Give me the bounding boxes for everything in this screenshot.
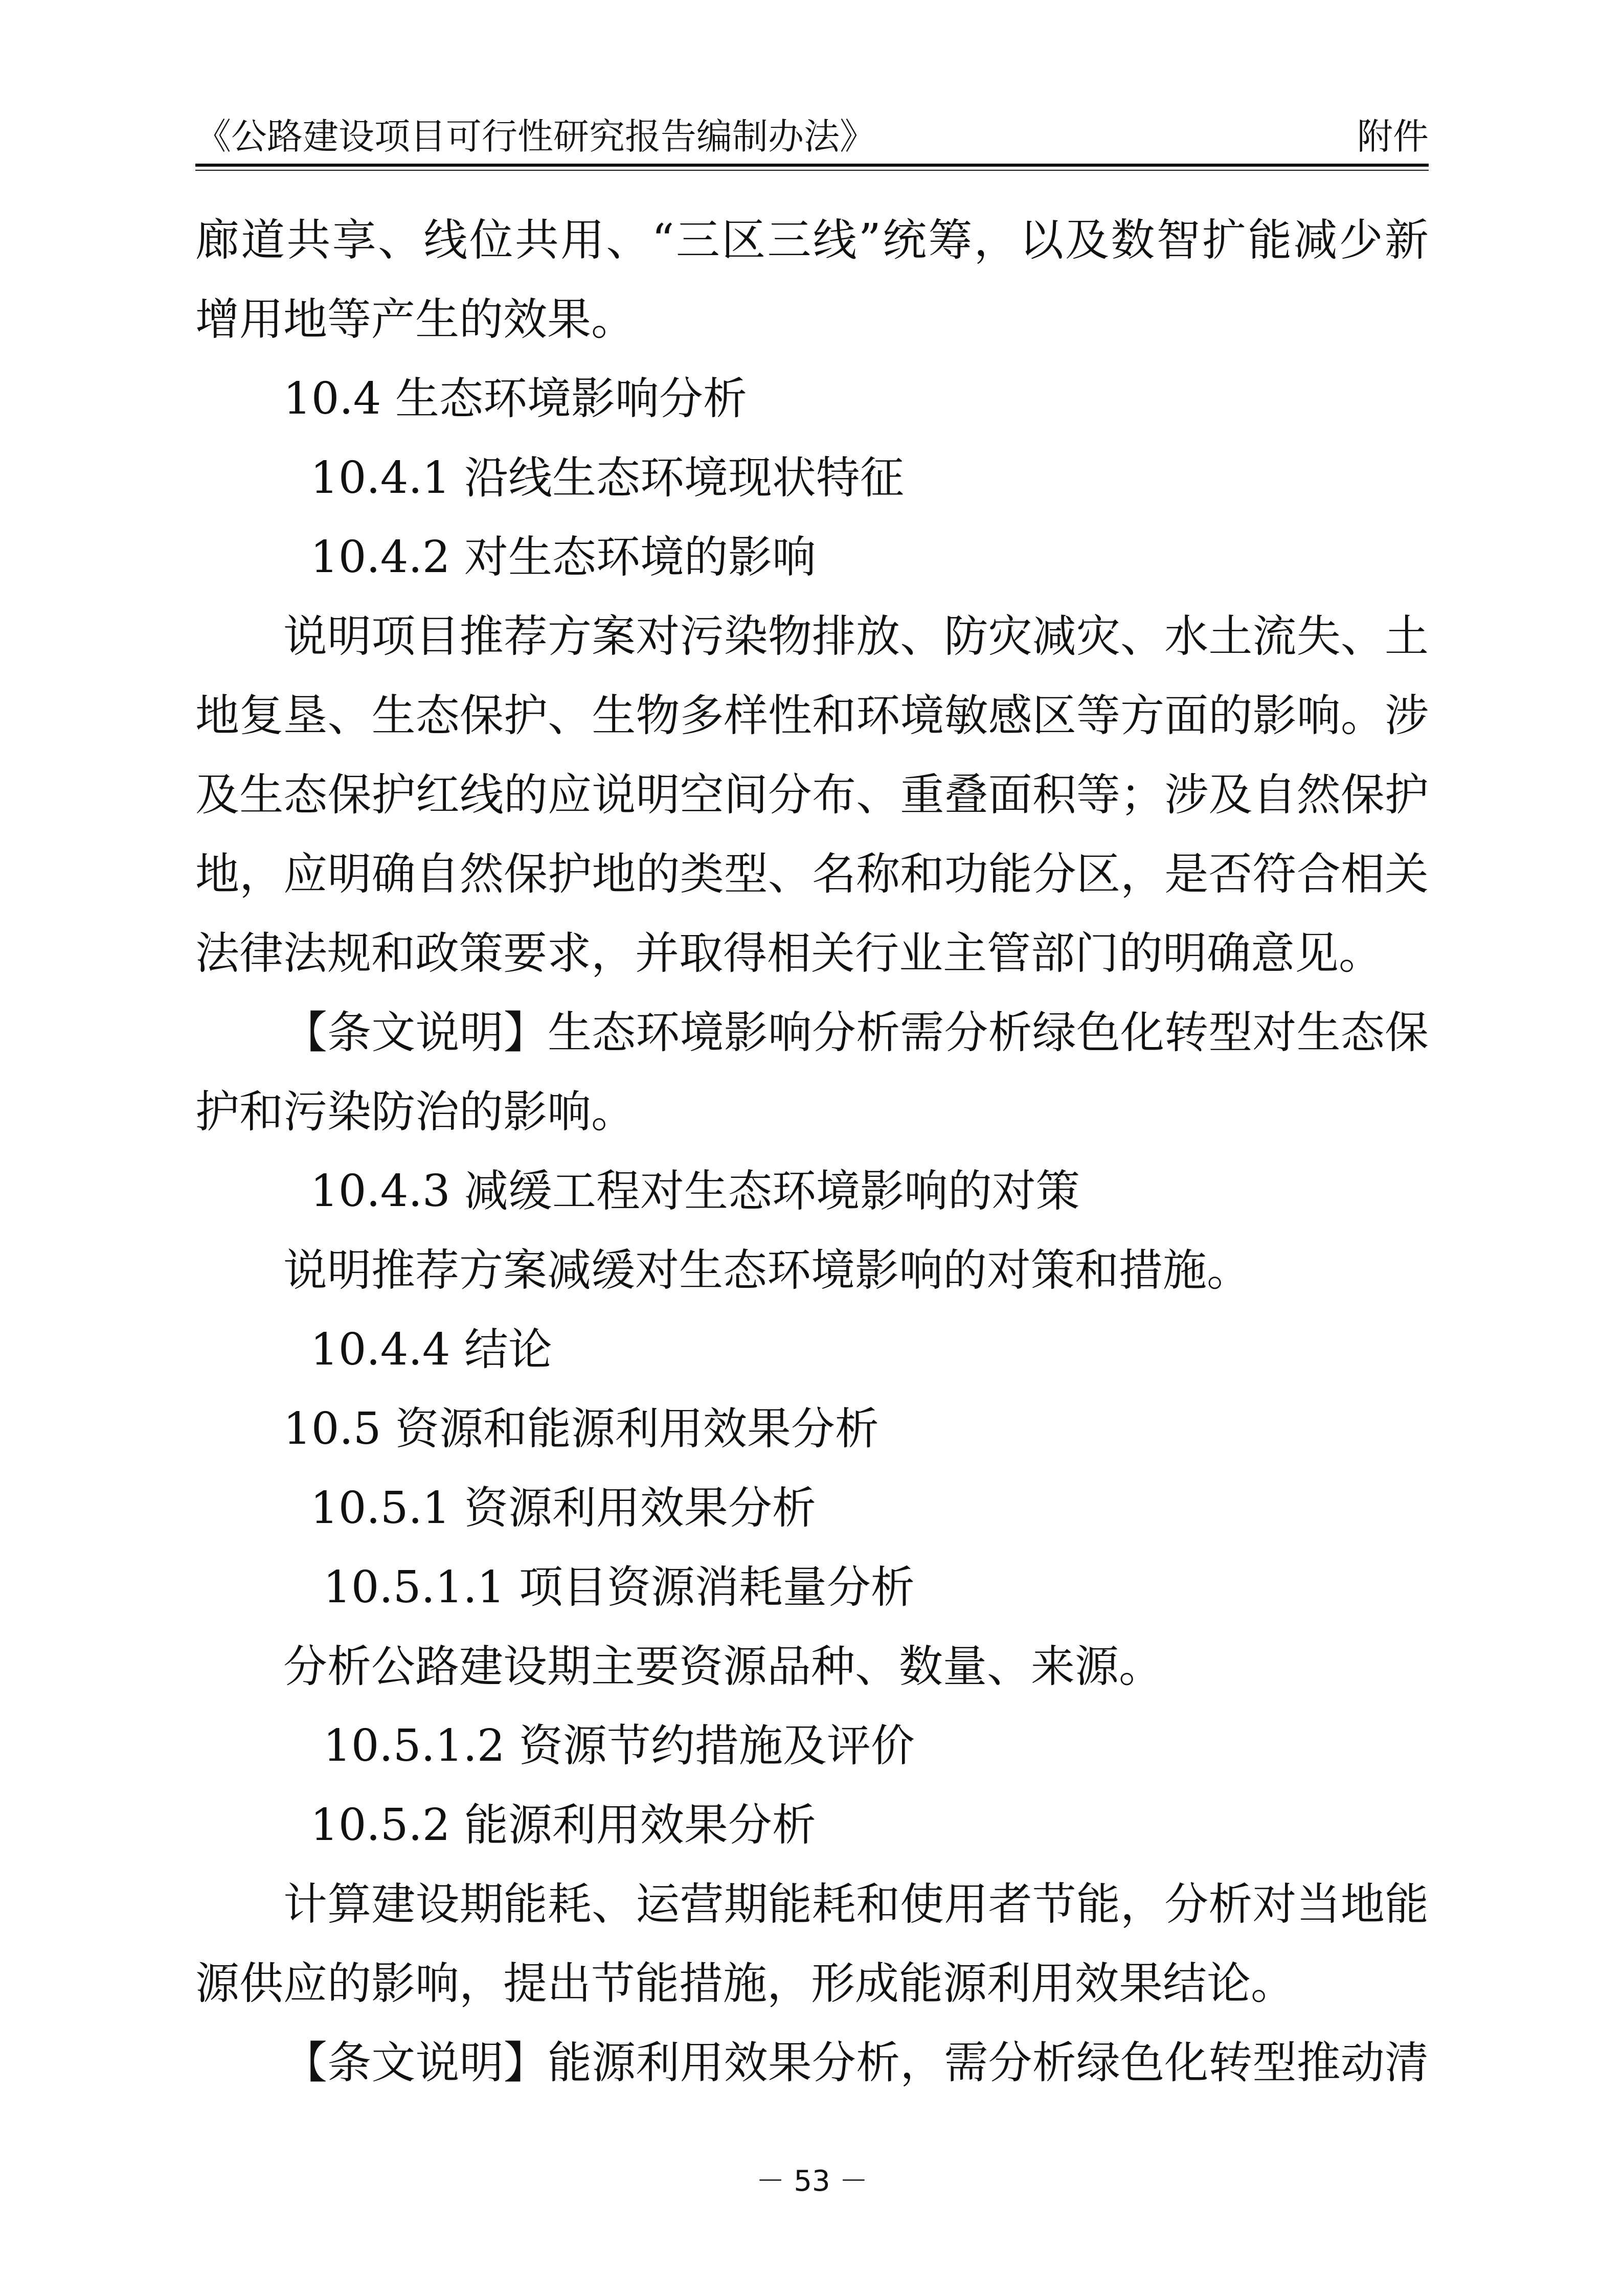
text-line-6: 说明项目推荐方案对污染物排放、防灾减灾、水土流失、土 [283, 611, 1429, 662]
text-line-10: 法律法规和政策要求，并取得相关行业主管部门的明确意见。 [195, 928, 1383, 979]
heading-10-4: 10.4 生态环境影响分析 [283, 373, 747, 424]
heading-10-5-1-2: 10.5.1.2 资源节约措施及评价 [323, 1720, 915, 1771]
text-line-19: 分析公路建设期主要资源品种、数量、来源。 [283, 1641, 1163, 1692]
document-title: 《公路建设项目可行性研究报告编制办法》 [195, 116, 875, 157]
text-line-22: 计算建设期能耗、运营期能耗和使用者节能，分析对当地能 [283, 1879, 1429, 1930]
page-number: － 53 － [756, 2165, 868, 2198]
heading-10-5-2: 10.5.2 能源利用效果分析 [310, 1800, 816, 1851]
text-line-14: 说明推荐方案减缓对生态环境影响的对策和措施。 [283, 1245, 1251, 1296]
text-line-23: 源供应的影响，提出节能措施，形成能源利用效果结论。 [195, 1958, 1295, 2009]
text-line-7: 地复垦、生态保护、生物多样性和环境敏感区等方面的影响。涉 [195, 690, 1429, 741]
note-line-1: 【条文说明】生态环境影响分析需分析绿色化转型对生态保 [283, 1007, 1429, 1058]
heading-10-5: 10.5 资源和能源利用效果分析 [283, 1403, 879, 1454]
heading-10-4-2: 10.4.2 对生态环境的影响 [310, 532, 816, 583]
text-line-8: 及生态保护红线的应说明空间分布、重叠面积等；涉及自然保护 [195, 769, 1429, 821]
text-line-2: 增用地等产生的效果。 [195, 294, 635, 345]
text-line-1: 廊道共享、线位共用、“三区三线”统筹，以及数智扩能减少新 [195, 215, 1431, 266]
heading-10-4-4: 10.4.4 结论 [310, 1324, 552, 1375]
heading-10-5-1: 10.5.1 资源利用效果分析 [310, 1483, 816, 1534]
text-line-9: 地，应明确自然保护地的类型、名称和功能分区，是否符合相关 [195, 849, 1429, 900]
header-rule-thin [195, 170, 1429, 171]
annex-label: 附件 [1357, 116, 1429, 157]
header-rule [195, 164, 1429, 167]
note-line-3: 【条文说明】能源利用效果分析，需分析绿色化转型推动清 [283, 2037, 1429, 2088]
heading-10-5-1-1: 10.5.1.1 项目资源消耗量分析 [323, 1562, 915, 1613]
heading-10-4-1: 10.4.1 沿线生态环境现状特征 [310, 452, 904, 504]
note-line-2: 护和污染防治的影响。 [195, 1086, 635, 1138]
heading-10-4-3: 10.4.3 减缓工程对生态环境影响的对策 [310, 1166, 1080, 1217]
